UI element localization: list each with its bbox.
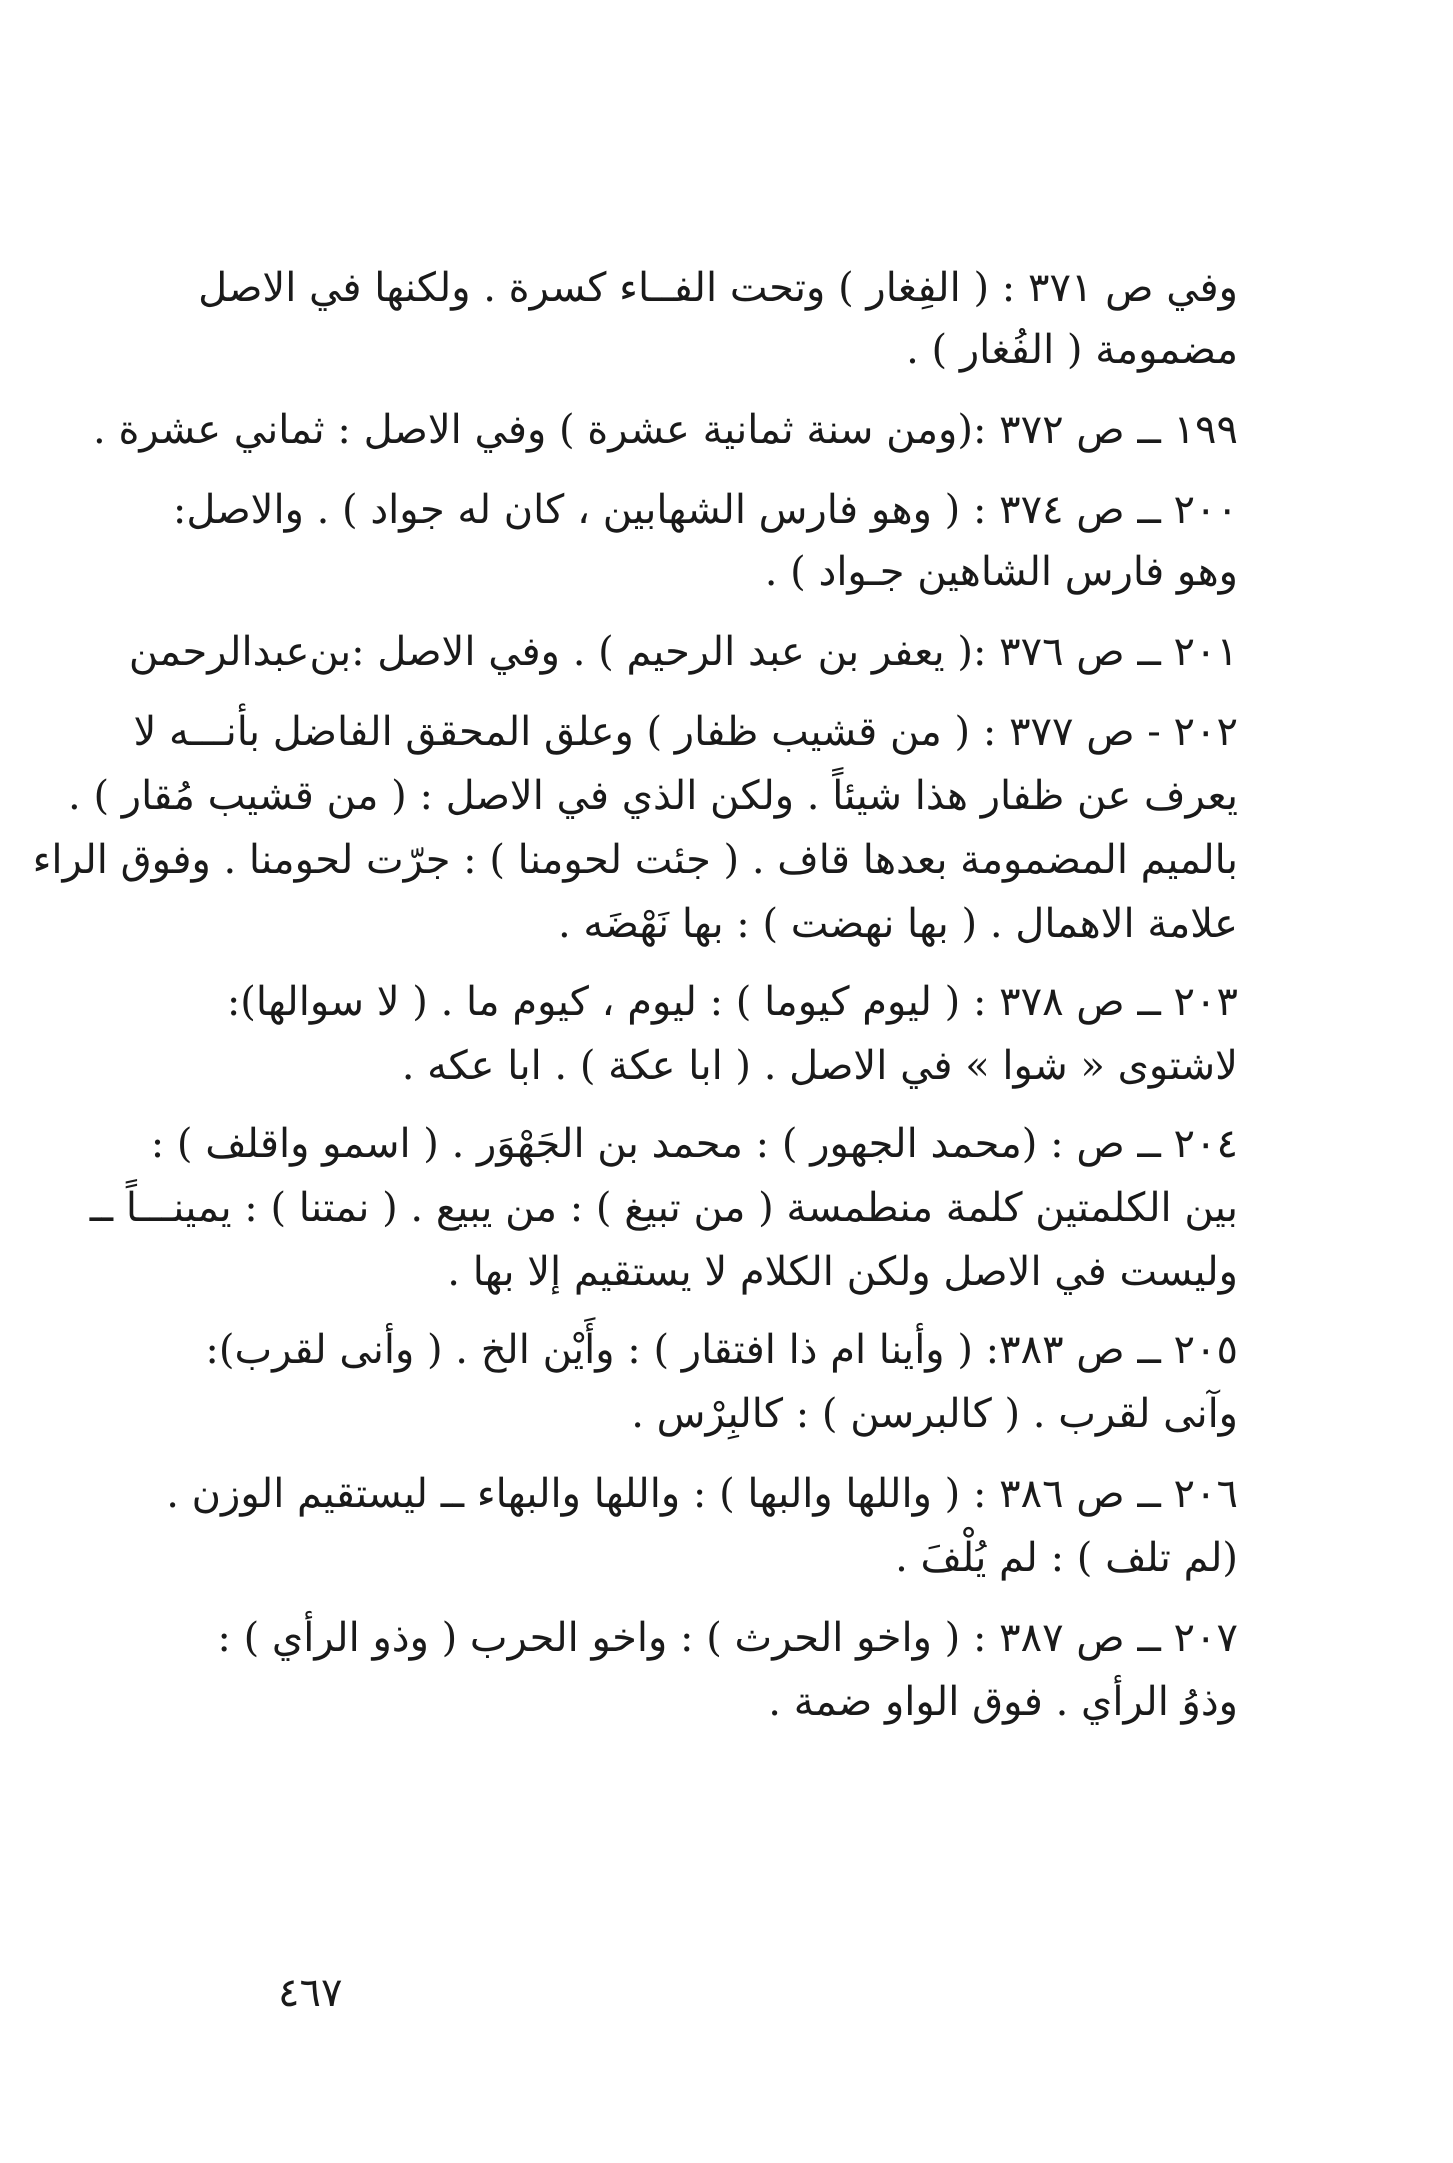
text-line: ٢٠٤ ــ ص : (محمد الجهور ) : محمد بن الجَهْوَر . ( اسمو واقلف ) : — [150, 1121, 1238, 1167]
text-line: علامة الاهمال . ( بها نهضت ) : بها نَهْضَه . — [557, 901, 1238, 947]
text-line: وذوُ الرأي . فوق الواو ضمة . — [768, 1679, 1238, 1725]
text-line: ٢٠٣ ــ ص ٣٧٨ : ( ليوم كيوما ) : ليوم ، كيوم ما . ( لا سوالها): — [226, 979, 1238, 1025]
text-line: وليست في الاصل ولكن الكلام لا يستقيم إلا بها . — [447, 1249, 1238, 1295]
text-line: ٢٠٠ ــ ص ٣٧٤ : ( وهو فارس الشهابين ، كان له جواد ) . والاصل: — [172, 487, 1238, 533]
text-line: ٢٠١ ــ ص ٣٧٦ :( يعفر بن عبد الرحيم ) . وفي الاصل :بن‌عبدالرحمن — [128, 629, 1238, 675]
text-line: بين الكلمتين كلمة منطمسة ( من تبيغ ) : من يبيع . ( نمتنا ) : يمينـــاً ــ — [89, 1185, 1238, 1231]
text-line: (لم تلف ) : لم يُلْفَ . — [895, 1535, 1238, 1581]
text-line: وفي ص ٣٧١ : ( الفِغار ) وتحت الفــاء كسرة . ولكنها في الاصل — [198, 265, 1238, 311]
text-line: لاشتوى « شوا » في الاصل . ( ابا عكة ) . ابا عكه . — [401, 1043, 1238, 1089]
text-line: ٢٠٢ - ص ٣٧٧ : ( من قشيب ظفار ) وعلق المحقق الفاضل بأنـــه لا — [133, 709, 1238, 755]
text-line: يعرف عن ظفار هذا شيئاً . ولكن الذي في الاصل : ( من قشيب مُقار ) . — [68, 773, 1238, 819]
text-line: ٢٠٦ ــ ص ٣٨٦ : ( واللها والبها ) : واللها والبهاء ــ ليستقيم الوزن . — [166, 1471, 1238, 1517]
text-line: ٢٠٥ ــ ص ٣٨٣: ( وأينا ام ذا افتقار ) : وأَيْن الخ . ( وأنى لقرب): — [205, 1327, 1238, 1373]
page-number: ٤٦٧ — [278, 1970, 343, 2016]
page-body — [32, 258, 1238, 1918]
text-line: ١٩٩ ــ ص ٣٧٢ :(ومن سنة ثمانية عشرة ) وفي الاصل : ثماني عشرة . — [93, 407, 1238, 453]
text-line: بالميم المضمومة بعدها قاف . ( جئت لحومنا ) : جرّت لحومنا . وفوق الراء — [32, 837, 1238, 883]
text-line: ٢٠٧ ــ ص ٣٨٧ : ( واخو الحرث ) : واخو الحرب ( وذو الرأي ) : — [217, 1615, 1238, 1661]
text-line: وهو فارس الشاهين جـواد ) . — [764, 549, 1238, 595]
text-line: وآنى لقرب . ( كالبرسن ) : كالبِرْس . — [631, 1391, 1238, 1437]
text-line: مضمومة ( الفُغار ) . — [906, 327, 1238, 373]
